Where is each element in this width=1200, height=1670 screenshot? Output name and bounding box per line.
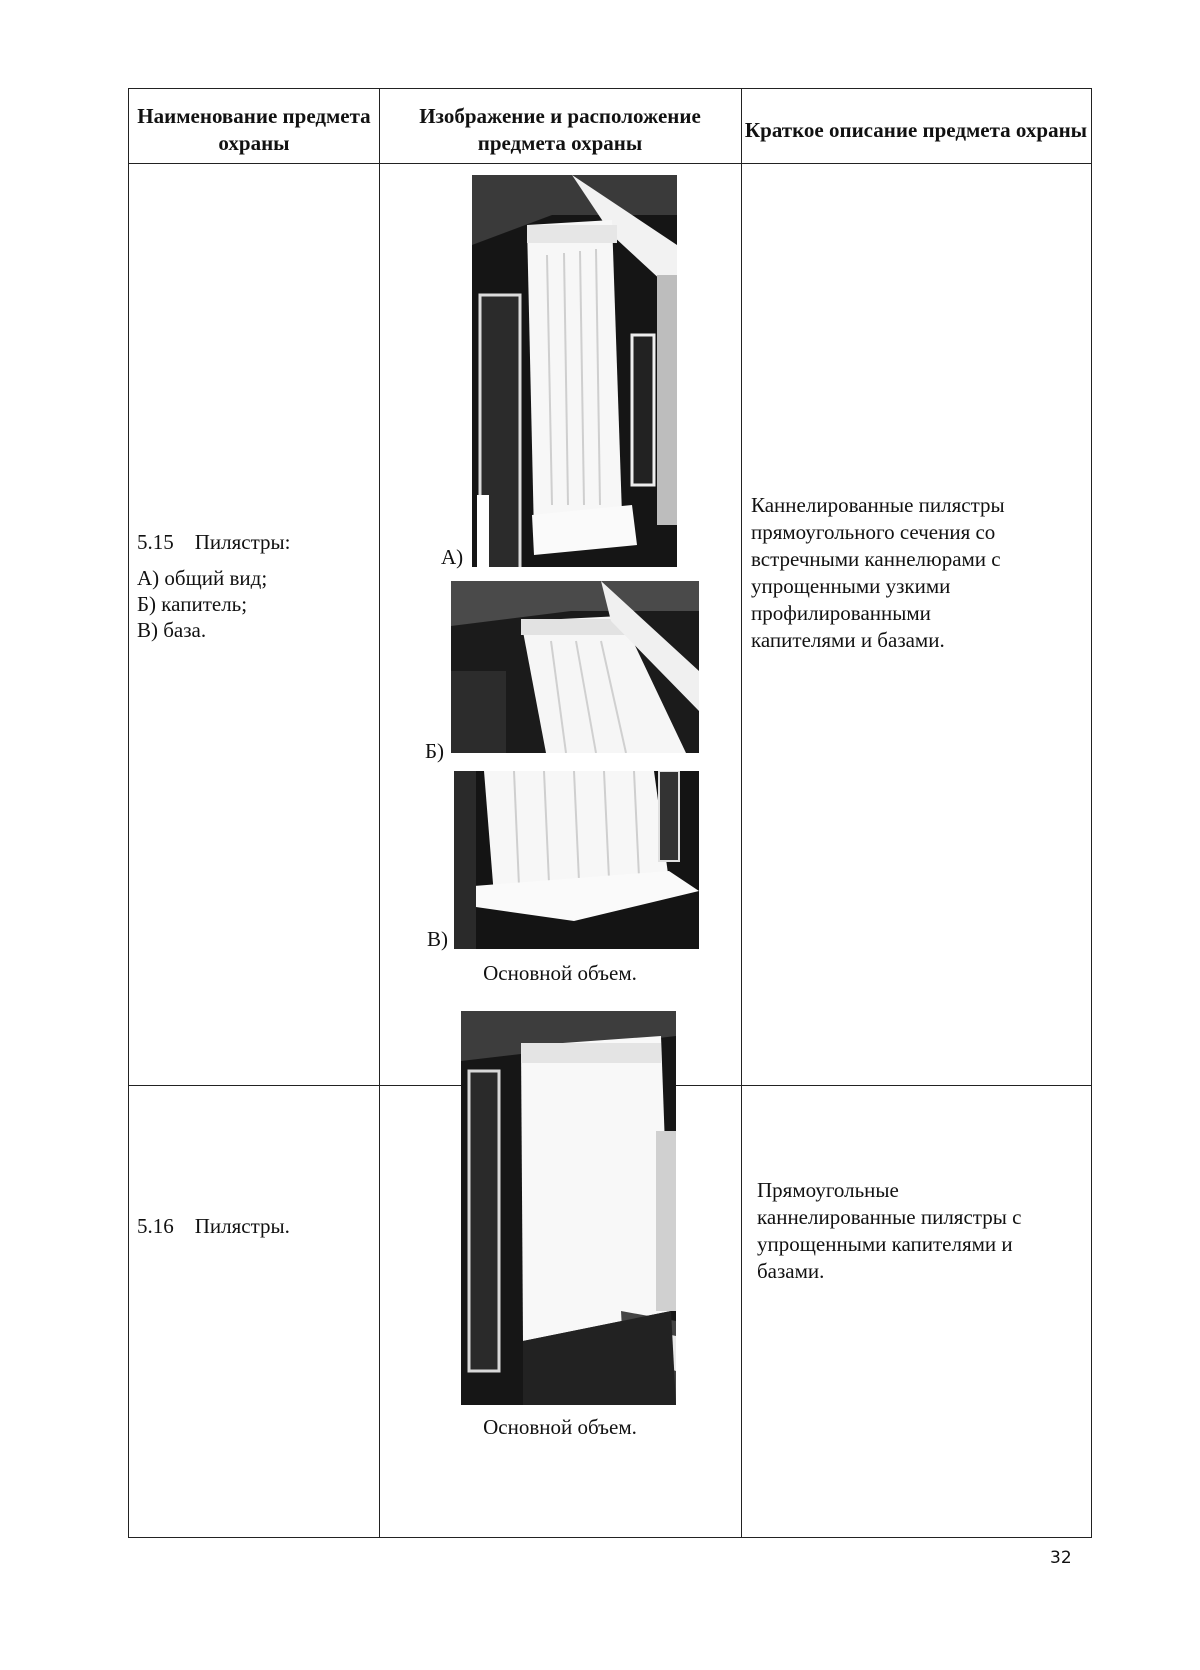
column-divider [379,89,380,1537]
item-title: Пилястры: [194,530,291,554]
photo-label-b: Б) [425,739,445,763]
sub-item-b: Б) капитель; [137,592,248,616]
row-5-16-name [137,1213,373,1239]
header-name-cell: Наименование предмета охраны [137,104,371,155]
sub-item-c: В) база. [137,618,207,642]
row-5-15-description: Каннелированные пилястры прямоугольного сечения со встречными каннелюрами с упрощенными узкими профилированными капителями и базами. [751,493,1005,652]
header-description-cell: Краткое описание предмета охраны [744,117,1088,142]
item-number: 5.16 [137,1214,174,1238]
item-number: 5.15 [137,530,174,554]
row-5-15-caption: Основной объем. [483,961,637,985]
photo-pilaster-base [454,771,699,949]
protection-table [128,88,1092,1538]
column-divider [741,89,742,1537]
photo-label-a: А) [441,545,464,569]
photo-pilaster-capital [451,581,699,753]
row-5-16-caption: Основной объем. [483,1415,637,1439]
page-number: 32 [1050,1548,1072,1568]
sub-item-a: А) общий вид; [137,566,268,590]
photo-pilaster-general-view [472,175,677,567]
row-5-15-name [137,529,373,643]
header-image-cell: Изображение и расположение предмета охраны [419,104,701,155]
row-5-16-description: Прямоугольные каннелированные пилястры с упрощенными капителями и базами. [757,1178,1022,1283]
photo-pilaster-5-16 [461,1011,676,1405]
photo-label-c: В) [427,927,448,951]
item-title: Пилястры. [194,1214,290,1238]
